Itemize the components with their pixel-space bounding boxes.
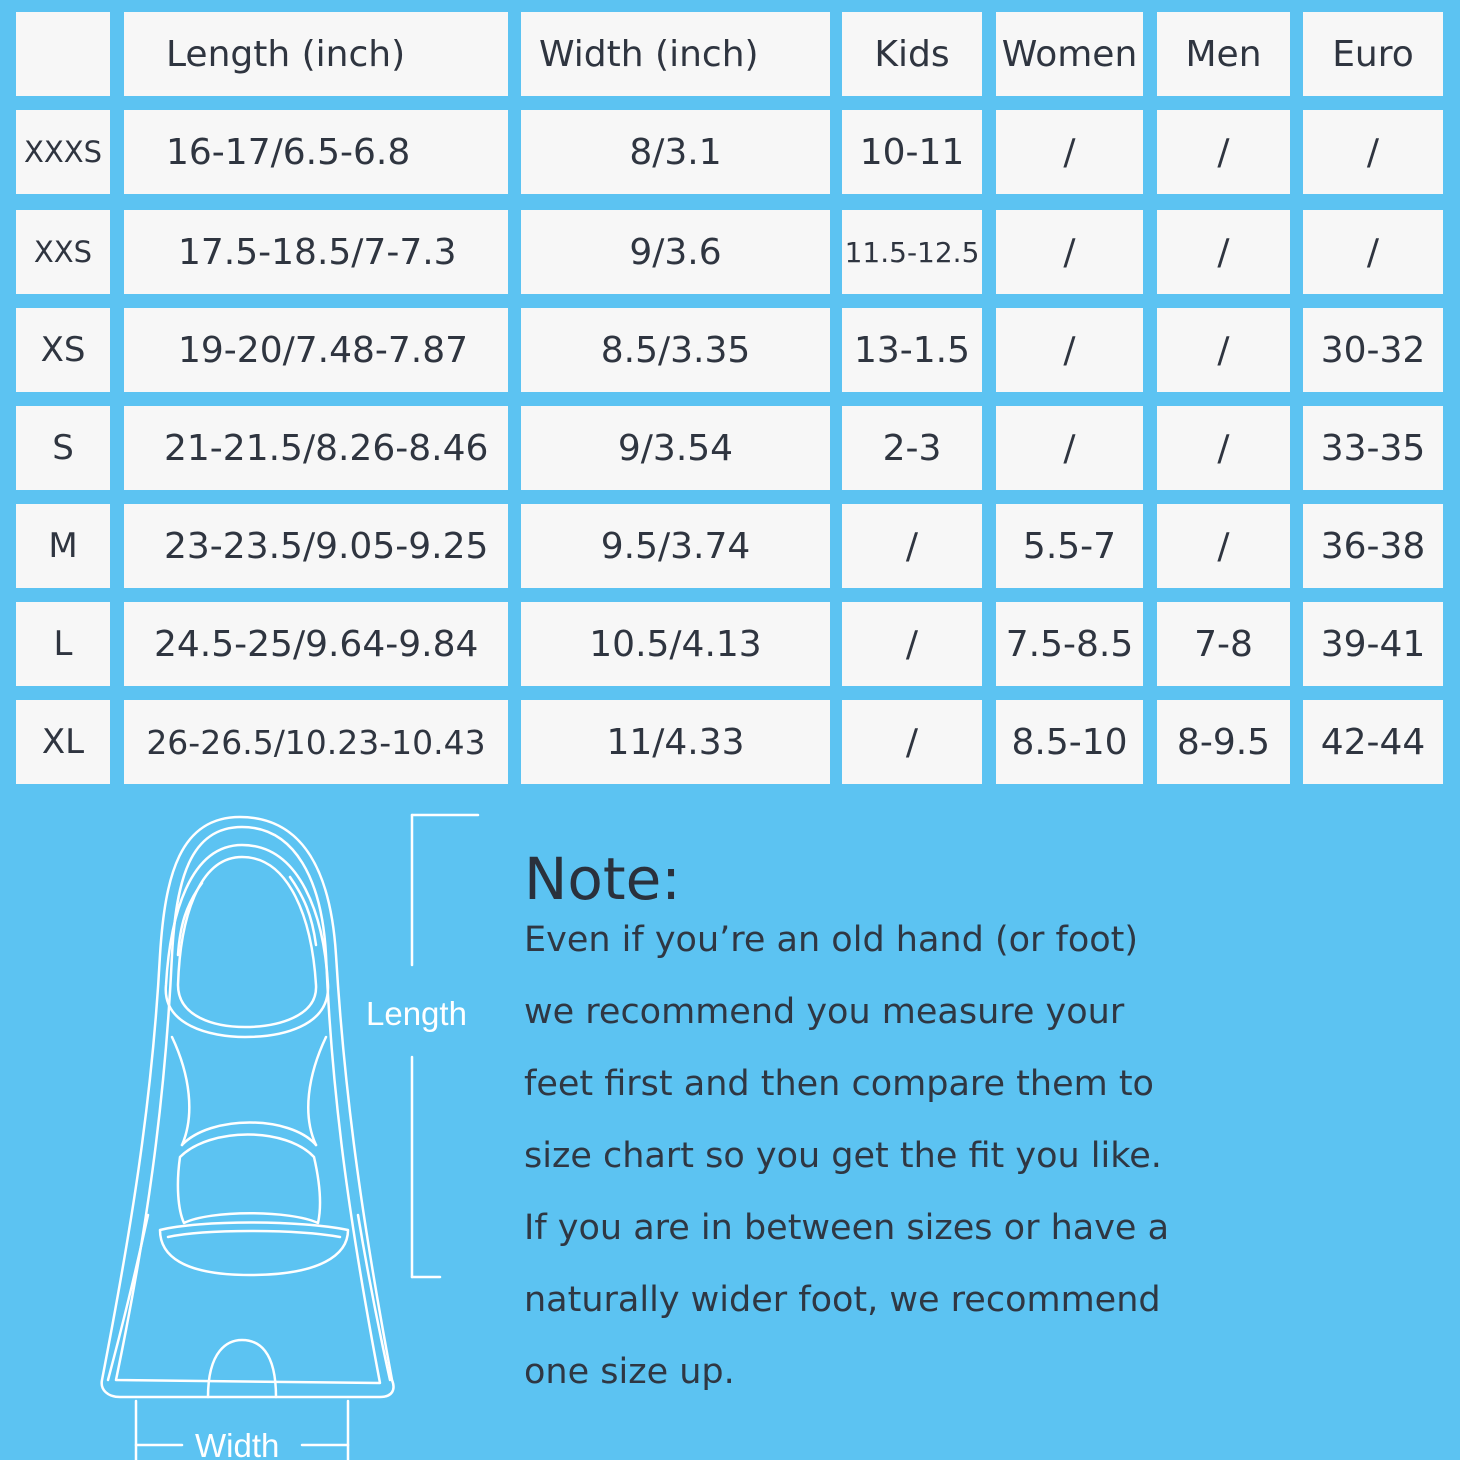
header-women: Women bbox=[996, 12, 1143, 96]
table-cell-length: 21-21.5/8.26-8.46 bbox=[124, 406, 508, 490]
width-label: Width bbox=[195, 1427, 280, 1460]
table-cell-length: 23-23.5/9.05-9.25 bbox=[124, 504, 508, 588]
note-line: Even if you’re an old hand (or foot) bbox=[524, 920, 1139, 960]
table-cell-kids: / bbox=[842, 700, 982, 784]
table-cell-length: 19-20/7.48-7.87 bbox=[124, 308, 508, 392]
note-line: one size up. bbox=[524, 1352, 735, 1392]
table-row-size: L bbox=[16, 602, 110, 686]
table-header-corner bbox=[16, 12, 110, 96]
header-length: Length (inch) bbox=[124, 12, 508, 96]
table-row-size: XXXS bbox=[16, 110, 110, 194]
note-line: If you are in between sizes or have a bbox=[524, 1208, 1170, 1248]
table-cell-women: / bbox=[996, 406, 1143, 490]
swim-fin-diagram bbox=[90, 805, 490, 1460]
table-cell-women: 5.5-7 bbox=[996, 504, 1143, 588]
header-euro: Euro bbox=[1303, 12, 1443, 96]
table-cell-euro: 39-41 bbox=[1303, 602, 1443, 686]
table-cell-euro: 33-35 bbox=[1303, 406, 1443, 490]
table-cell-euro: 42-44 bbox=[1303, 700, 1443, 784]
header-kids: Kids bbox=[842, 12, 982, 96]
table-cell-men: / bbox=[1157, 504, 1290, 588]
note-title: Note: bbox=[524, 845, 681, 913]
table-cell-men: / bbox=[1157, 210, 1290, 294]
note-line: we recommend you measure your bbox=[524, 992, 1125, 1032]
fin-heel-arch bbox=[208, 1340, 276, 1397]
table-cell-women: / bbox=[996, 110, 1143, 194]
fin-strap-upper bbox=[172, 1037, 326, 1145]
note-line: size chart so you get the fit you like. bbox=[524, 1136, 1162, 1176]
header-men: Men bbox=[1157, 12, 1290, 96]
table-cell-kids: / bbox=[842, 504, 982, 588]
table-cell-kids: / bbox=[842, 602, 982, 686]
table-cell-kids: 13-1.5 bbox=[842, 308, 982, 392]
table-cell-men: / bbox=[1157, 406, 1290, 490]
table-cell-length: 17.5-18.5/7-7.3 bbox=[124, 210, 508, 294]
note-line: feet first and then compare them to bbox=[524, 1064, 1154, 1104]
table-cell-length: 26-26.5/10.23-10.43 bbox=[124, 700, 508, 784]
table-cell-women: / bbox=[996, 308, 1143, 392]
table-cell-men: 8-9.5 bbox=[1157, 700, 1290, 784]
table-cell-length: 16-17/6.5-6.8 bbox=[124, 110, 508, 194]
table-cell-width: 9/3.6 bbox=[521, 210, 830, 294]
fin-strap-lower bbox=[178, 1135, 320, 1224]
fin-heel-pocket-inner bbox=[168, 1231, 340, 1237]
table-row-size: S bbox=[16, 406, 110, 490]
foot-pocket bbox=[166, 845, 328, 1037]
table-cell-euro: 36-38 bbox=[1303, 504, 1443, 588]
table-cell-men: 7-8 bbox=[1157, 602, 1290, 686]
table-cell-width: 9/3.54 bbox=[521, 406, 830, 490]
table-cell-length: 24.5-25/9.64-9.84 bbox=[124, 602, 508, 686]
table-cell-euro: / bbox=[1303, 210, 1443, 294]
table-cell-kids: 10-11 bbox=[842, 110, 982, 194]
table-cell-euro: 30-32 bbox=[1303, 308, 1443, 392]
table-cell-width: 8.5/3.35 bbox=[521, 308, 830, 392]
table-cell-women: / bbox=[996, 210, 1143, 294]
table-cell-kids: 11.5-12.5 bbox=[842, 210, 982, 294]
table-cell-men: / bbox=[1157, 110, 1290, 194]
header-width: Width (inch) bbox=[521, 12, 830, 96]
table-cell-width: 9.5/3.74 bbox=[521, 504, 830, 588]
table-cell-width: 8/3.1 bbox=[521, 110, 830, 194]
note-line: naturally wider foot, we recommend bbox=[524, 1280, 1161, 1320]
foot-pocket-inner bbox=[178, 857, 316, 1027]
table-row-size: XXS bbox=[16, 210, 110, 294]
table-cell-men: / bbox=[1157, 308, 1290, 392]
length-label: Length bbox=[366, 995, 467, 1032]
table-row-size: XL bbox=[16, 700, 110, 784]
fin-outline bbox=[102, 817, 394, 1397]
table-cell-width: 11/4.33 bbox=[521, 700, 830, 784]
table-cell-width: 10.5/4.13 bbox=[521, 602, 830, 686]
table-row-size: M bbox=[16, 504, 110, 588]
table-cell-euro: / bbox=[1303, 110, 1443, 194]
table-cell-kids: 2-3 bbox=[842, 406, 982, 490]
fin-outline-inner bbox=[116, 827, 380, 1383]
table-cell-women: 7.5-8.5 bbox=[996, 602, 1143, 686]
table-cell-women: 8.5-10 bbox=[996, 700, 1143, 784]
table-row-size: XS bbox=[16, 308, 110, 392]
